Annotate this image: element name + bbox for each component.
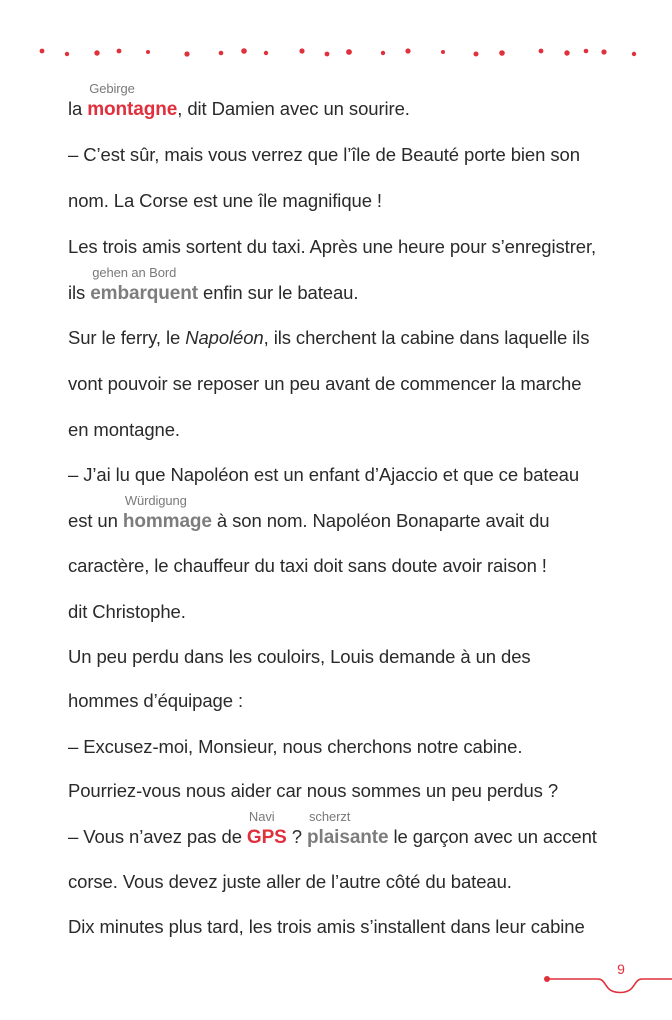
text-line: en montagne. <box>68 419 180 440</box>
text-segment: – Vous n’avez pas de <box>68 826 247 847</box>
text-segment: ? <box>286 826 308 847</box>
text-line <box>68 265 359 305</box>
text-segment: ils <box>68 282 91 303</box>
page-number-ornament <box>0 950 672 1010</box>
text-line <box>68 327 589 349</box>
text-segment: , ils cherchent la cabine dans laquelle ils <box>263 327 590 348</box>
vocab-word-group <box>87 81 178 121</box>
text-line: – C’est sûr, mais vous verrez que l’île de Beauté porte bien son <box>68 144 580 165</box>
text-line <box>68 493 550 533</box>
text-line <box>68 81 410 121</box>
decorative-dot-border <box>0 0 672 70</box>
text-line: corse. Vous devez juste aller de l’autre côté du bateau. <box>68 871 512 892</box>
text-segment: à son nom. Napoléon Bonaparte avait du <box>211 510 550 531</box>
gloss-annotation: Navi <box>248 809 275 824</box>
text-line <box>68 809 597 849</box>
italic-title: Napoléon <box>185 327 264 348</box>
vocab-word-group <box>246 809 287 849</box>
vocab-word: plaisante <box>307 827 389 848</box>
text-segment: est un <box>68 510 123 531</box>
vocab-word-group <box>122 493 212 533</box>
gloss-annotation: gehen an Bord <box>92 265 177 280</box>
text-line: Pourriez-vous nous aider car nous sommes un peu perdus ? <box>68 780 559 801</box>
page-number: 9 <box>617 961 625 977</box>
text-segment: enfin sur le bateau. <box>197 282 359 303</box>
vocab-word: GPS <box>246 827 287 848</box>
vocab-word: embarquent <box>90 283 198 304</box>
text-line: caractère, le chauffeur du taxi doit sans doute avoir raison ! <box>68 555 547 576</box>
gloss-annotation: Würdigung <box>124 493 187 508</box>
vocab-word: hommage <box>122 511 212 532</box>
text-line: Les trois amis sortent du taxi. Après une heure pour s’enregistrer, <box>68 236 597 257</box>
text-line: vont pouvoir se reposer un peu avant de commencer la marche <box>68 373 582 394</box>
gloss-annotation: Gebirge <box>89 81 135 96</box>
text-line: dit Christophe. <box>68 601 186 622</box>
vocab-word-group <box>90 265 198 305</box>
text-line: – J’ai lu que Napoléon est un enfant d’Ajaccio et que ce bateau <box>68 464 580 485</box>
text-segment: le garçon avec un accent <box>388 826 597 847</box>
text-line: – Excusez-moi, Monsieur, nous cherchons notre cabine. <box>68 736 523 757</box>
text-line: Dix minutes plus tard, les trois amis s’installent dans leur cabine <box>68 916 585 937</box>
text-segment: Sur le ferry, le <box>68 327 186 348</box>
text-line: nom. La Corse est une île magnifique ! <box>68 190 382 211</box>
text-segment: , dit Damien avec un sourire. <box>177 98 410 119</box>
text-line: hommes d’équipage : <box>68 690 243 711</box>
text-line: Un peu perdu dans les couloirs, Louis demande à un des <box>68 646 531 667</box>
vocab-word: montagne <box>87 99 178 120</box>
gloss-annotation: scherzt <box>309 809 351 824</box>
vocab-word-group <box>307 809 389 849</box>
text-segment: la <box>68 98 88 119</box>
